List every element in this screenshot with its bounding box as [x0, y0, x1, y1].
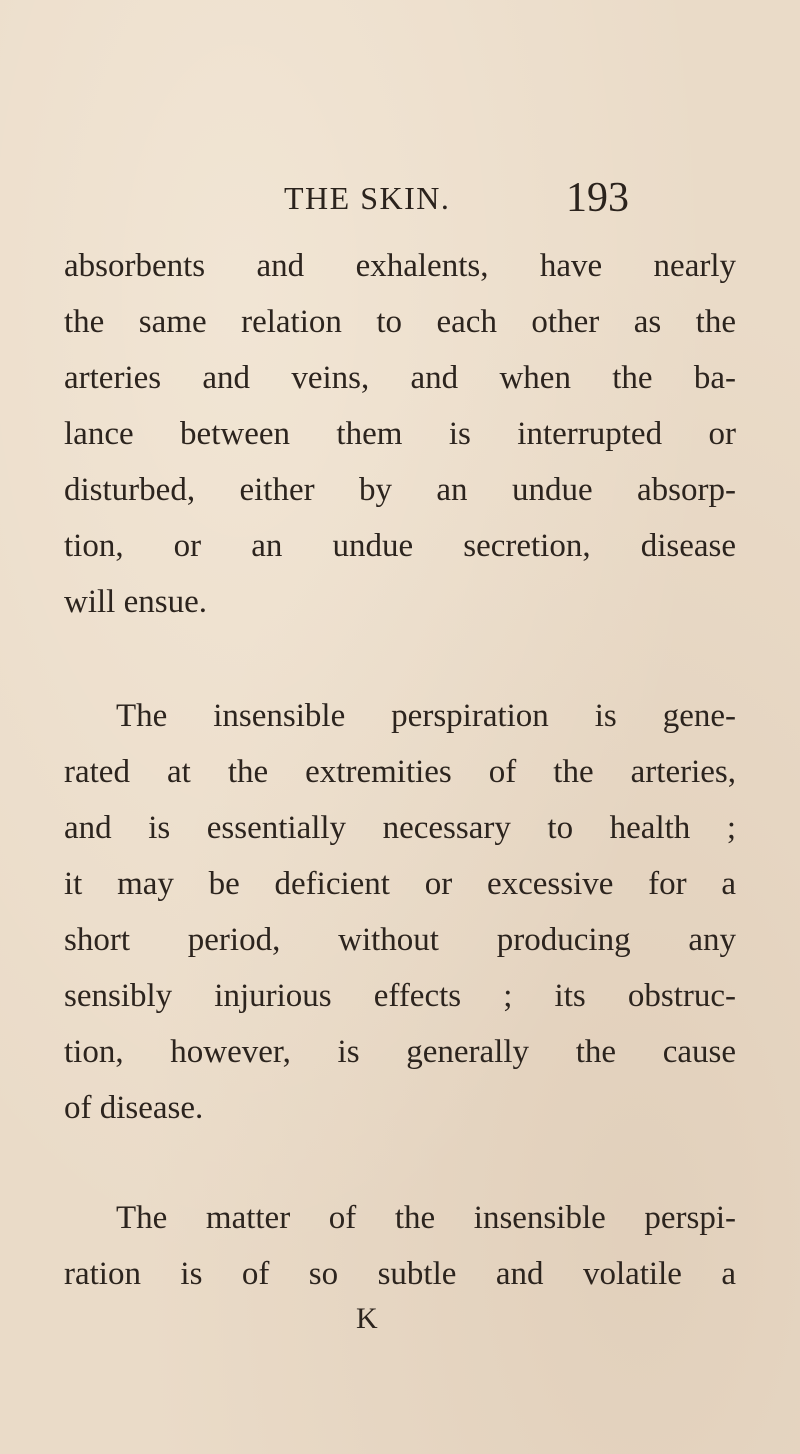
- text-line: and is essentially necessary to health ;: [64, 810, 736, 846]
- text-line: arteries and veins, and when the ba-: [64, 360, 736, 396]
- running-title: THE SKIN.: [284, 180, 451, 216]
- text-line: The matter of the insensible perspi-: [116, 1200, 736, 1236]
- text-line: the same relation to each other as the: [64, 304, 736, 340]
- text-line: The insensible perspiration is gene-: [116, 698, 736, 734]
- running-head: [0, 174, 800, 224]
- signature-mark: K: [356, 1302, 378, 1335]
- text-line: ration is of so subtle and volatile a: [64, 1256, 736, 1292]
- text-line: lance between them is interrupted or: [64, 416, 736, 452]
- text-line: will ensue.: [64, 584, 207, 620]
- text-line: rated at the extremities of the arteries,: [64, 754, 736, 790]
- text-line: tion, however, is generally the cause: [64, 1034, 736, 1070]
- text-line: disturbed, either by an undue absorp-: [64, 472, 736, 508]
- text-line: sensibly injurious effects ; its obstruc-: [64, 978, 736, 1014]
- text-line: tion, or an undue secretion, disease: [64, 528, 736, 564]
- text-line: absorbents and exhalents, have nearly: [64, 248, 736, 284]
- text-line: of disease.: [64, 1090, 204, 1126]
- page-number: 193: [566, 175, 629, 221]
- text-line: short period, without producing any: [64, 922, 736, 958]
- text-line: it may be deficient or excessive for a: [64, 866, 736, 902]
